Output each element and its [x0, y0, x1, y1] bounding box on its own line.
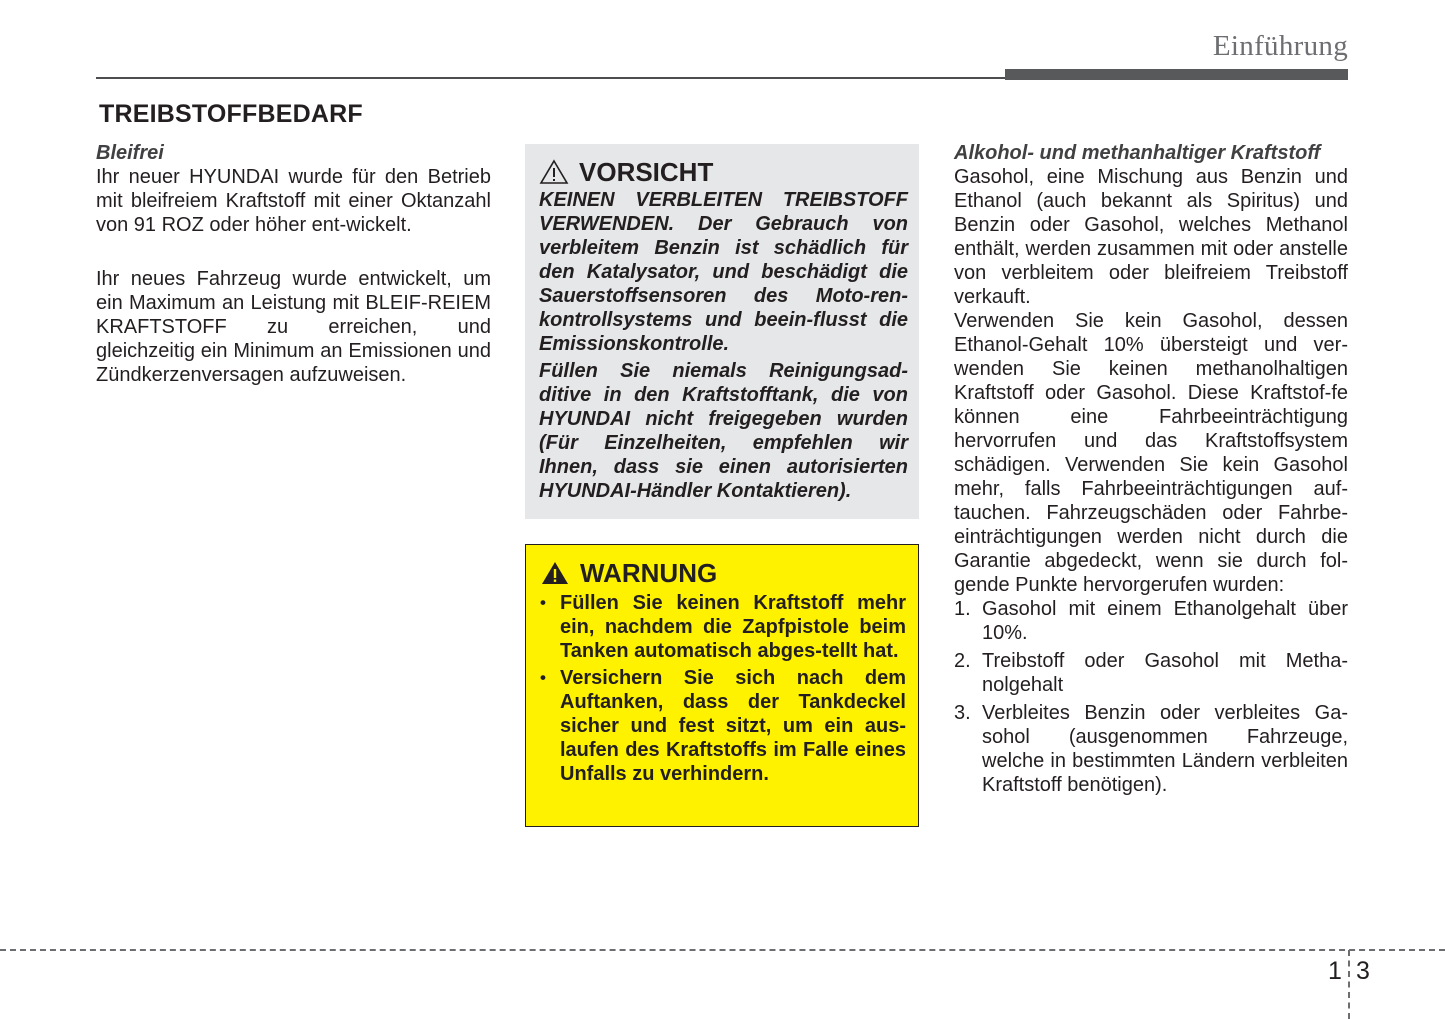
paragraph: Ihr neues Fahrzeug wurde entwickelt, um ein Maximum an Leistung mit BLEIF-REIEM KRAFTSTOFF zu erreichen, und gleichzeitig ein Minimum an Emissionen und Zündkerzenversagen aufzuweisen. — [96, 268, 491, 386]
footer-page-divider — [1348, 950, 1350, 1019]
warning-list — [540, 591, 906, 786]
caution-triangle-icon — [539, 159, 569, 185]
footer-divider — [0, 949, 1445, 951]
subheading-alkohol: Alkohol- und methanhaltiger Kraftstoff — [954, 142, 1321, 164]
caution-paragraph: KEINEN VERBLEITEN TREIBSTOFF VERWENDEN. Der Gebrauch von verbleitem Benzin ist schädlich für den Katalysator, und beschädigt die Sauerstoffsensoren des Moto-ren-kontrollsystems und beein-flusst die Emissionskontrolle. — [539, 189, 908, 355]
list-item: 1. Gasohol mit einem Ethanolgehalt über 10%. — [954, 598, 1348, 644]
paragraph: Verwenden Sie kein Gasohol, dessen Ethanol-Gehalt 10% übersteigt und ver-wenden Sie keinen methanolhaltigen Kraftstoff oder Gasohol. Diese Kraftstof-fe können eine Fahrbeeinträchtigung hervorrufen und das Kraftstoffsystem schädigen. Verwenden Sie kein Gasohol mehr, falls Fahrbeeinträchtigungen auf-tauchen. Fahrzeugschäden oder Fahrbe-einträchtigungen werden nicht durch die Garantie abgedeckt, wenn sie durch fol-gende Punkte hervorgerufen wurden: — [954, 310, 1348, 596]
section-title: TREIBSTOFFBEDARF — [99, 100, 363, 128]
list-item: 2. Treibstoff oder Gasohol mit Metha-nolgehalt — [954, 650, 1348, 696]
subheading-bleifrei: Bleifrei — [96, 142, 164, 164]
column-right — [954, 141, 1348, 801]
chapter-title: Einführung — [1212, 30, 1348, 62]
warning-triangle-icon — [540, 560, 570, 586]
caution-box — [525, 144, 919, 519]
chapter-number: 1 — [1328, 957, 1342, 985]
list-item: 3. Verbleites Benzin oder verbleites Ga-sohol (ausgenommen Fahrzeuge, welche in bestimmten Ländern verbleiten Kraftstoff benötigen). — [954, 702, 1348, 796]
caution-title: VORSICHT — [579, 156, 714, 187]
warning-box — [525, 544, 919, 827]
paragraph: Ihr neuer HYUNDAI wurde für den Betrieb mit bleifreiem Kraftstoff mit einer Oktanzahl von 91 ROZ oder höher ent-wickelt. — [96, 166, 491, 236]
list-item: • Versichern Sie sich nach dem Auftanken, dass der Tankdeckel sicher und fest sitzt, um ein aus-laufen des Kraftstoffs im Falle eines Unfalls zu verhindern. — [540, 666, 906, 786]
header-rule — [96, 77, 1006, 79]
page-number: 3 — [1356, 957, 1370, 985]
header-rule-accent — [1005, 69, 1348, 80]
caution-paragraph: Füllen Sie niemals Reinigungsad-ditive in den Kraftstofftank, die von HYUNDAI nicht freigegeben wurden (Für Einzelheiten, empfehlen wir Ihnen, dass sie einen autorisierten HYUNDAI-Händler Kontaktieren). — [539, 360, 908, 502]
warning-header — [540, 557, 906, 589]
list-item: • Füllen Sie keinen Kraftstoff mehr ein, nachdem die Zapfpistole beim Tanken automatisch abges-tellt hat. — [540, 591, 906, 663]
caution-header — [539, 156, 908, 188]
paragraph: Gasohol, eine Mischung aus Benzin und Ethanol (auch bekannt als Spiritus) und Benzin oder Gasohol, welches Methanol enthält, werden zusammen mit oder anstelle von verbleitem oder bleifreiem Treibstoff verkauft. — [954, 166, 1348, 308]
column-left — [96, 141, 491, 387]
warning-title: WARNUNG — [580, 557, 718, 588]
numbered-list — [954, 597, 1348, 797]
